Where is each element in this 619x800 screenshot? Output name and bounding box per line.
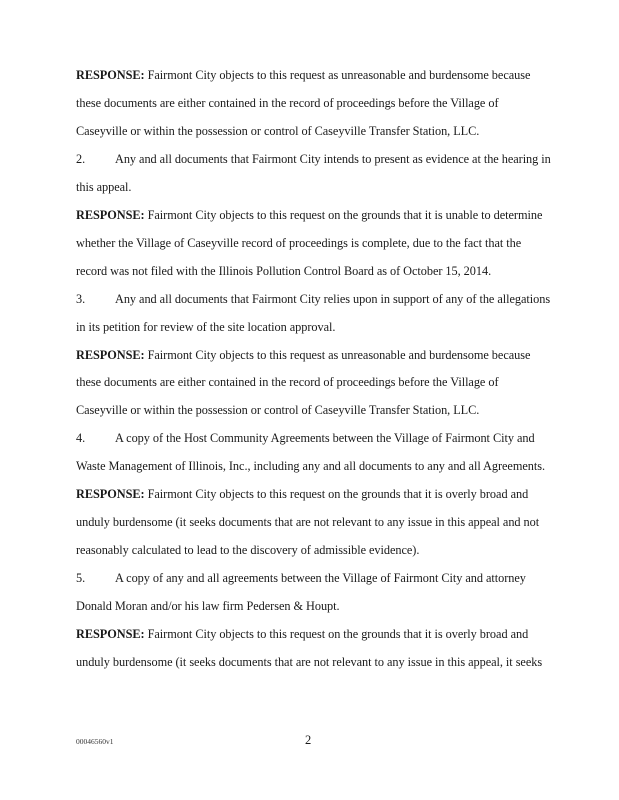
response-text: Fairmont City objects to this request as unreasonable and burdensome because [144, 347, 531, 362]
text-line: in its petition for review of the site location approval. [76, 319, 336, 334]
text-line: reasonably calculated to lead to the discovery of admissible evidence). [76, 543, 420, 558]
request-item-line [76, 571, 526, 585]
text-line: unduly burdensome (it seeks documents that are not relevant to any issue in this appeal, it seeks [76, 654, 543, 669]
text-line: this appeal. [76, 179, 132, 194]
response-label: RESPONSE: [76, 627, 145, 641]
text-line: Caseyville or within the possession or control of Caseyville Transfer Station, LLC. [76, 123, 480, 138]
request-item-line [76, 431, 535, 445]
response-text: Fairmont City objects to this request on the grounds that it is unable to determine [144, 207, 543, 222]
text-line: Caseyville or within the possession or control of Caseyville Transfer Station, LLC. [76, 403, 480, 418]
footer-document-id: 00046560v1 [76, 737, 114, 746]
item-number: 5. [76, 571, 86, 586]
item-number: 3. [76, 291, 86, 306]
item-number: 4. [76, 431, 86, 446]
response-label: RESPONSE: [76, 68, 145, 82]
text-line: record was not filed with the Illinois Pollution Control Board as of October 15, 2014. [76, 263, 492, 278]
page-number: 2 [305, 733, 312, 747]
item-text: A copy of the Host Community Agreements between the Village of Fairmont City and [115, 431, 535, 446]
response-line [76, 68, 530, 82]
response-line [76, 487, 528, 501]
response-line [76, 208, 542, 222]
item-text: Any and all documents that Fairmont City relies upon in support of any of the allegations [115, 291, 551, 306]
response-text: Fairmont City objects to this request on the grounds that it is overly broad and [144, 487, 529, 502]
request-item-line [76, 152, 551, 166]
response-line [76, 348, 530, 362]
text-line: Donald Moran and/or his law firm Pedersen & Houpt. [76, 599, 340, 614]
response-label: RESPONSE: [76, 487, 145, 502]
text-line: whether the Village of Caseyville record of proceedings is complete, due to the fact that the [76, 235, 522, 250]
text-line: unduly burdensome (it seeks documents that are not relevant to any issue in this appeal and not [76, 515, 540, 530]
response-line [76, 627, 528, 641]
item-text: Any and all documents that Fairmont City intends to present as evidence at the hearing in [115, 151, 551, 166]
response-label: RESPONSE: [76, 207, 145, 222]
response-text: Fairmont City objects to this request on the grounds that it is overly broad and [144, 627, 529, 641]
item-text: A copy of any and all agreements between the Village of Fairmont City and attorney [115, 571, 526, 586]
request-item-line [76, 292, 550, 306]
text-line: Waste Management of Illinois, Inc., including any and all documents to any and all Agreements. [76, 459, 545, 474]
text-line: these documents are either contained in the record of proceedings before the Village of [76, 375, 499, 390]
response-text: Fairmont City objects to this request as unreasonable and burdensome because [144, 68, 531, 82]
text-line: these documents are either contained in the record of proceedings before the Village of [76, 95, 499, 110]
item-number: 2. [76, 151, 86, 166]
response-label: RESPONSE: [76, 347, 145, 362]
